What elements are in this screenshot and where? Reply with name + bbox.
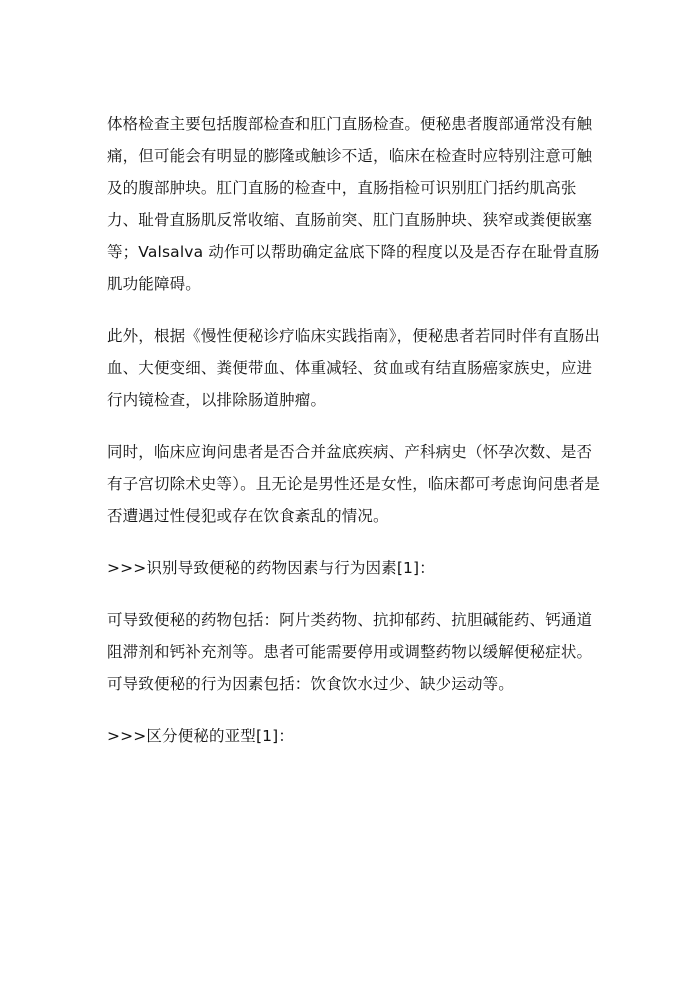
paragraph-history: 同时，临床应询问患者是否合并盆底疾病、产科病史（怀孕次数、是否有子宫切除术史等）。且无论是男性还是女性，临床都可考虑询问患者是否遭遇过性侵犯或存在饮食紊乱的情况。 <box>107 443 601 525</box>
paragraph-endoscopy: 此外，根据《慢性便秘诊疗临床实践指南》，便秘患者若同时伴有直肠出血、大便变细、粪便带血、体重减轻、贫血或有结直肠癌家族史，应进行内镜检查，以排除肠道肿瘤。 <box>107 327 601 409</box>
paragraph-drug-factors: 可导致便秘的药物包括：阿片类药物、抗抑郁药、抗胆碱能药、钙通道阻滞剂和钙补充剂等。患者可能需要停用或调整药物以缓解便秘症状。 <box>107 611 593 661</box>
paragraph-behavior-factors: 可导致便秘的行为因素包括：饮食饮水过少、缺少运动等。 <box>107 675 514 693</box>
heading-constipation-subtypes: >>>区分便秘的亚型[1]： <box>107 727 295 745</box>
paragraph-physical-exam: 体格检查主要包括腹部检查和肛门直肠检查。便秘患者腹部通常没有触痛，但可能会有明显的膨隆或触诊不适，临床在检查时应特别注意可触及的腹部肿块。肛门直肠的检查中，直肠指检可识别肛门括约肌高张力、耻骨直肠肌反常收缩、直肠前突、肛门直肠肿块、狭窄或粪便嵌塞等；Valsalva 动作可以帮助确定盆底下降的程度以及是否存在耻骨直肠肌功能障碍。 <box>107 115 600 293</box>
heading-drug-behavior-factors: >>>识别导致便秘的药物因素与行为因素[1]： <box>107 559 435 577</box>
document-body <box>107 108 607 772</box>
